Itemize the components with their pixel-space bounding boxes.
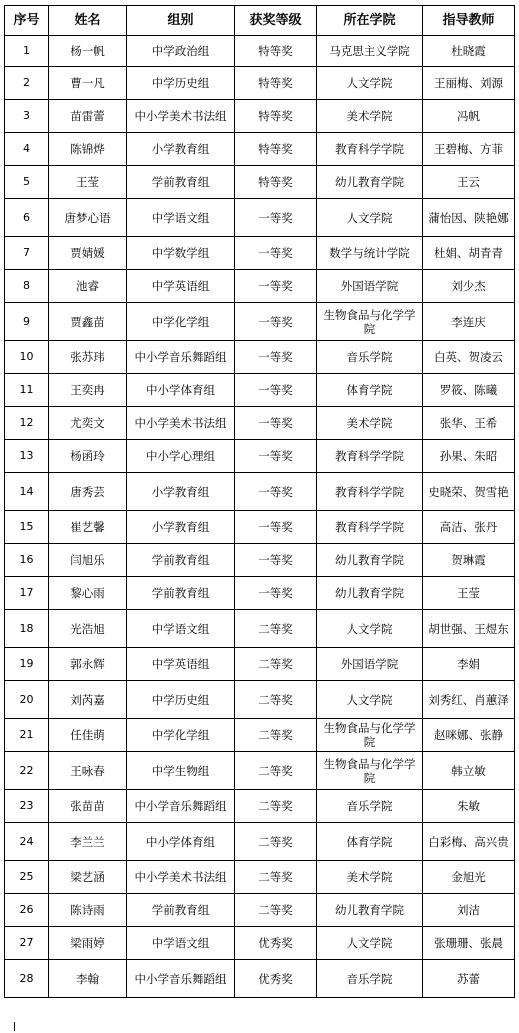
cell-name: 梁雨婷 — [49, 927, 127, 960]
cell-award: 特等奖 — [235, 166, 317, 199]
cell-award: 一等奖 — [235, 341, 317, 374]
cell-no: 16 — [5, 544, 49, 577]
table-row — [5, 100, 515, 133]
table-row — [5, 303, 515, 341]
cell-group: 中小学音乐舞蹈组 — [127, 960, 235, 998]
cell-college: 美术学院 — [317, 861, 423, 894]
cell-no: 18 — [5, 610, 49, 648]
table-row — [5, 67, 515, 100]
cell-teacher: 贺琳霞 — [423, 544, 515, 577]
cell-teacher: 蒲怡因、陕艳娜 — [423, 199, 515, 237]
table-row — [5, 341, 515, 374]
cell-group: 中学语文组 — [127, 199, 235, 237]
cell-no: 3 — [5, 100, 49, 133]
table-row — [5, 790, 515, 823]
cell-no: 23 — [5, 790, 49, 823]
cell-name: 尤奕文 — [49, 407, 127, 440]
cell-award: 一等奖 — [235, 544, 317, 577]
cell-no: 19 — [5, 648, 49, 681]
page-corner-mark — [14, 1022, 15, 1031]
cell-no: 9 — [5, 303, 49, 341]
cell-group: 中学化学组 — [127, 303, 235, 341]
cell-award: 一等奖 — [235, 237, 317, 270]
cell-teacher: 胡世强、王煜东 — [423, 610, 515, 648]
cell-college: 幼儿教育学院 — [317, 166, 423, 199]
cell-college: 幼儿教育学院 — [317, 544, 423, 577]
cell-no: 10 — [5, 341, 49, 374]
cell-no: 12 — [5, 407, 49, 440]
cell-award: 一等奖 — [235, 511, 317, 544]
cell-award: 一等奖 — [235, 407, 317, 440]
cell-college: 音乐学院 — [317, 341, 423, 374]
cell-college: 教育科学学院 — [317, 473, 423, 511]
table-row — [5, 681, 515, 719]
cell-teacher: 张珊珊、张晨 — [423, 927, 515, 960]
table-row — [5, 440, 515, 473]
cell-teacher: 李娟 — [423, 648, 515, 681]
cell-award: 优秀奖 — [235, 960, 317, 998]
cell-college: 生物食品与化学学院 — [317, 752, 423, 790]
cell-college: 幼儿教育学院 — [317, 577, 423, 610]
cell-name: 光浩旭 — [49, 610, 127, 648]
cell-no: 26 — [5, 894, 49, 927]
table-header-row — [5, 6, 515, 36]
cell-college: 生物食品与化学学院 — [317, 719, 423, 752]
cell-name: 梁艺涵 — [49, 861, 127, 894]
cell-group: 中小学美术书法组 — [127, 861, 235, 894]
cell-award: 特等奖 — [235, 133, 317, 166]
cell-college: 人文学院 — [317, 67, 423, 100]
cell-teacher: 朱敏 — [423, 790, 515, 823]
cell-no: 2 — [5, 67, 49, 100]
cell-name: 王奕冉 — [49, 374, 127, 407]
cell-award: 二等奖 — [235, 719, 317, 752]
cell-award: 一等奖 — [235, 199, 317, 237]
header-name: 姓名 — [49, 6, 127, 36]
table-row — [5, 270, 515, 303]
cell-name: 贾鑫苗 — [49, 303, 127, 341]
cell-group: 中学历史组 — [127, 67, 235, 100]
cell-name: 唐秀芸 — [49, 473, 127, 511]
cell-group: 学前教育组 — [127, 894, 235, 927]
award-list-sheet — [4, 5, 514, 998]
cell-group: 中学历史组 — [127, 681, 235, 719]
cell-teacher: 苏蕾 — [423, 960, 515, 998]
cell-no: 22 — [5, 752, 49, 790]
cell-award: 优秀奖 — [235, 927, 317, 960]
cell-no: 24 — [5, 823, 49, 861]
cell-group: 中学英语组 — [127, 648, 235, 681]
header-award: 获奖等级 — [235, 6, 317, 36]
cell-no: 5 — [5, 166, 49, 199]
table-row — [5, 374, 515, 407]
cell-teacher: 金旭光 — [423, 861, 515, 894]
cell-award: 二等奖 — [235, 752, 317, 790]
cell-college: 人文学院 — [317, 681, 423, 719]
cell-college: 音乐学院 — [317, 960, 423, 998]
cell-name: 王莹 — [49, 166, 127, 199]
cell-teacher: 赵咪娜、张静 — [423, 719, 515, 752]
cell-teacher: 白彩梅、高兴贵 — [423, 823, 515, 861]
cell-award: 二等奖 — [235, 823, 317, 861]
cell-college: 体育学院 — [317, 823, 423, 861]
cell-name: 黎心雨 — [49, 577, 127, 610]
cell-award: 特等奖 — [235, 36, 317, 67]
cell-college: 美术学院 — [317, 100, 423, 133]
cell-teacher: 刘洁 — [423, 894, 515, 927]
cell-name: 郭永辉 — [49, 648, 127, 681]
cell-group: 中学语文组 — [127, 610, 235, 648]
cell-no: 11 — [5, 374, 49, 407]
cell-group: 中学英语组 — [127, 270, 235, 303]
cell-name: 张苏玮 — [49, 341, 127, 374]
cell-teacher: 王碧梅、方菲 — [423, 133, 515, 166]
cell-college: 马克思主义学院 — [317, 36, 423, 67]
cell-college: 美术学院 — [317, 407, 423, 440]
cell-name: 杨函玲 — [49, 440, 127, 473]
cell-teacher: 杜晓霞 — [423, 36, 515, 67]
cell-name: 杨一帆 — [49, 36, 127, 67]
cell-college: 数学与统计学院 — [317, 237, 423, 270]
table-row — [5, 861, 515, 894]
cell-award: 特等奖 — [235, 67, 317, 100]
cell-award: 特等奖 — [235, 100, 317, 133]
cell-name: 刘芮嘉 — [49, 681, 127, 719]
cell-award: 二等奖 — [235, 861, 317, 894]
cell-group: 学前教育组 — [127, 544, 235, 577]
cell-group: 学前教育组 — [127, 166, 235, 199]
cell-college: 教育科学学院 — [317, 133, 423, 166]
cell-name: 崔艺馨 — [49, 511, 127, 544]
header-no: 序号 — [5, 6, 49, 36]
table-row — [5, 719, 515, 752]
cell-group: 中小学体育组 — [127, 823, 235, 861]
cell-college: 人文学院 — [317, 927, 423, 960]
cell-award: 一等奖 — [235, 577, 317, 610]
cell-group: 中小学体育组 — [127, 374, 235, 407]
cell-group: 中学语文组 — [127, 927, 235, 960]
table-row — [5, 511, 515, 544]
cell-teacher: 冯帆 — [423, 100, 515, 133]
cell-no: 17 — [5, 577, 49, 610]
cell-college: 教育科学学院 — [317, 440, 423, 473]
table-row — [5, 823, 515, 861]
cell-no: 8 — [5, 270, 49, 303]
cell-name: 贾婧媛 — [49, 237, 127, 270]
cell-college: 外国语学院 — [317, 270, 423, 303]
table-row — [5, 894, 515, 927]
cell-college: 音乐学院 — [317, 790, 423, 823]
cell-award: 二等奖 — [235, 648, 317, 681]
cell-award: 二等奖 — [235, 790, 317, 823]
cell-teacher: 王丽梅、刘源 — [423, 67, 515, 100]
cell-teacher: 王云 — [423, 166, 515, 199]
cell-award: 一等奖 — [235, 303, 317, 341]
cell-teacher: 白英、贺凌云 — [423, 341, 515, 374]
cell-college: 外国语学院 — [317, 648, 423, 681]
cell-no: 25 — [5, 861, 49, 894]
cell-teacher: 李连庆 — [423, 303, 515, 341]
cell-group: 中学化学组 — [127, 719, 235, 752]
cell-no: 6 — [5, 199, 49, 237]
cell-name: 陈诗雨 — [49, 894, 127, 927]
cell-group: 中小学音乐舞蹈组 — [127, 790, 235, 823]
cell-no: 14 — [5, 473, 49, 511]
cell-award: 一等奖 — [235, 440, 317, 473]
cell-name: 曹一凡 — [49, 67, 127, 100]
cell-no: 7 — [5, 237, 49, 270]
cell-teacher: 孙果、朱昭 — [423, 440, 515, 473]
cell-group: 中学政治组 — [127, 36, 235, 67]
cell-award: 一等奖 — [235, 374, 317, 407]
cell-college: 人文学院 — [317, 199, 423, 237]
cell-group: 小学教育组 — [127, 133, 235, 166]
cell-college: 教育科学学院 — [317, 511, 423, 544]
cell-teacher: 刘少杰 — [423, 270, 515, 303]
cell-teacher: 罗筱、陈曦 — [423, 374, 515, 407]
cell-college: 生物食品与化学学院 — [317, 303, 423, 341]
table-row — [5, 237, 515, 270]
header-group: 组别 — [127, 6, 235, 36]
cell-teacher: 高洁、张丹 — [423, 511, 515, 544]
cell-award: 一等奖 — [235, 473, 317, 511]
cell-college: 体育学院 — [317, 374, 423, 407]
cell-group: 中小学音乐舞蹈组 — [127, 341, 235, 374]
cell-no: 28 — [5, 960, 49, 998]
cell-award: 一等奖 — [235, 270, 317, 303]
table-body — [5, 36, 515, 998]
cell-no: 13 — [5, 440, 49, 473]
cell-group: 中学生物组 — [127, 752, 235, 790]
table-row — [5, 473, 515, 511]
award-table — [4, 5, 515, 998]
cell-no: 27 — [5, 927, 49, 960]
cell-award: 二等奖 — [235, 681, 317, 719]
table-row — [5, 133, 515, 166]
cell-group: 中小学心理组 — [127, 440, 235, 473]
cell-name: 李兰兰 — [49, 823, 127, 861]
table-row — [5, 960, 515, 998]
cell-group: 小学教育组 — [127, 511, 235, 544]
header-teacher: 指导教师 — [423, 6, 515, 36]
cell-teacher: 张华、王希 — [423, 407, 515, 440]
cell-no: 20 — [5, 681, 49, 719]
cell-name: 王咏春 — [49, 752, 127, 790]
cell-group: 学前教育组 — [127, 577, 235, 610]
table-row — [5, 610, 515, 648]
cell-name: 苗雷蕾 — [49, 100, 127, 133]
cell-no: 15 — [5, 511, 49, 544]
cell-group: 中小学美术书法组 — [127, 100, 235, 133]
cell-award: 二等奖 — [235, 894, 317, 927]
cell-teacher: 王莹 — [423, 577, 515, 610]
cell-no: 21 — [5, 719, 49, 752]
table-row — [5, 199, 515, 237]
cell-award: 二等奖 — [235, 610, 317, 648]
cell-college: 幼儿教育学院 — [317, 894, 423, 927]
table-row — [5, 36, 515, 67]
table-row — [5, 648, 515, 681]
cell-college: 人文学院 — [317, 610, 423, 648]
table-row — [5, 407, 515, 440]
cell-teacher: 韩立敏 — [423, 752, 515, 790]
cell-group: 中小学美术书法组 — [127, 407, 235, 440]
cell-no: 1 — [5, 36, 49, 67]
cell-name: 池睿 — [49, 270, 127, 303]
cell-teacher: 杜娟、胡青青 — [423, 237, 515, 270]
table-row — [5, 544, 515, 577]
header-college: 所在学院 — [317, 6, 423, 36]
cell-name: 陈锦烨 — [49, 133, 127, 166]
table-row — [5, 927, 515, 960]
cell-name: 李翰 — [49, 960, 127, 998]
table-row — [5, 166, 515, 199]
cell-teacher: 刘秀红、肖蕙泽 — [423, 681, 515, 719]
table-row — [5, 752, 515, 790]
cell-name: 唐梦心语 — [49, 199, 127, 237]
cell-group: 小学教育组 — [127, 473, 235, 511]
cell-group: 中学数学组 — [127, 237, 235, 270]
cell-name: 闫旭乐 — [49, 544, 127, 577]
cell-no: 4 — [5, 133, 49, 166]
cell-teacher: 史晓荣、贺雪艳 — [423, 473, 515, 511]
cell-name: 任佳萌 — [49, 719, 127, 752]
cell-name: 张苗苗 — [49, 790, 127, 823]
table-row — [5, 577, 515, 610]
